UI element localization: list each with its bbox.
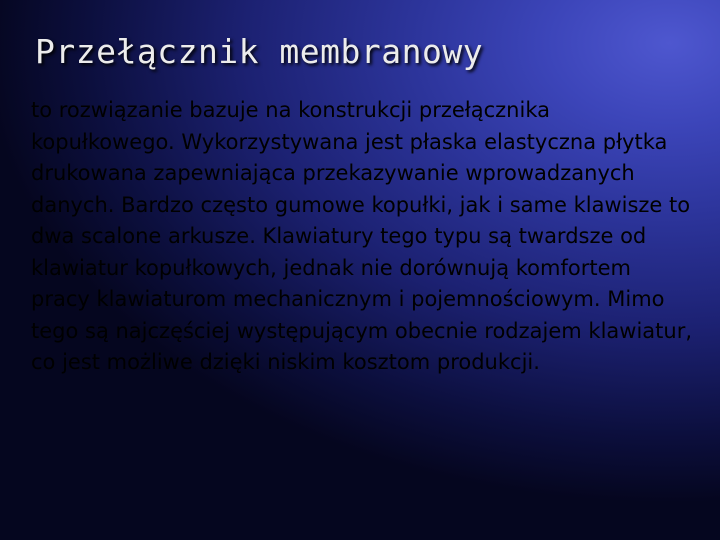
slide-title: Przełącznik membranowy: [35, 32, 484, 71]
slide-body-text: to rozwiązanie bazuje na konstrukcji przełącznika kopułkowego. Wykorzystywana jest płaska elastyczna płytka drukowana zapewniająca przekazywanie wprowadzanych danych. Bardzo często gumowe kopułki, jak i same klawisze to dwa scalone arkusze. Klawiatury tego typu są twardsze od klawiatur kopułkowych, jednak nie dorównują komfortem pracy klawiaturom mechanicznym i pojemnościowym. Mimo tego są najczęściej występującym obecnie rodzajem klawiatur, co jest możliwe dzięki niskim kosztom produkcji.: [31, 98, 692, 374]
